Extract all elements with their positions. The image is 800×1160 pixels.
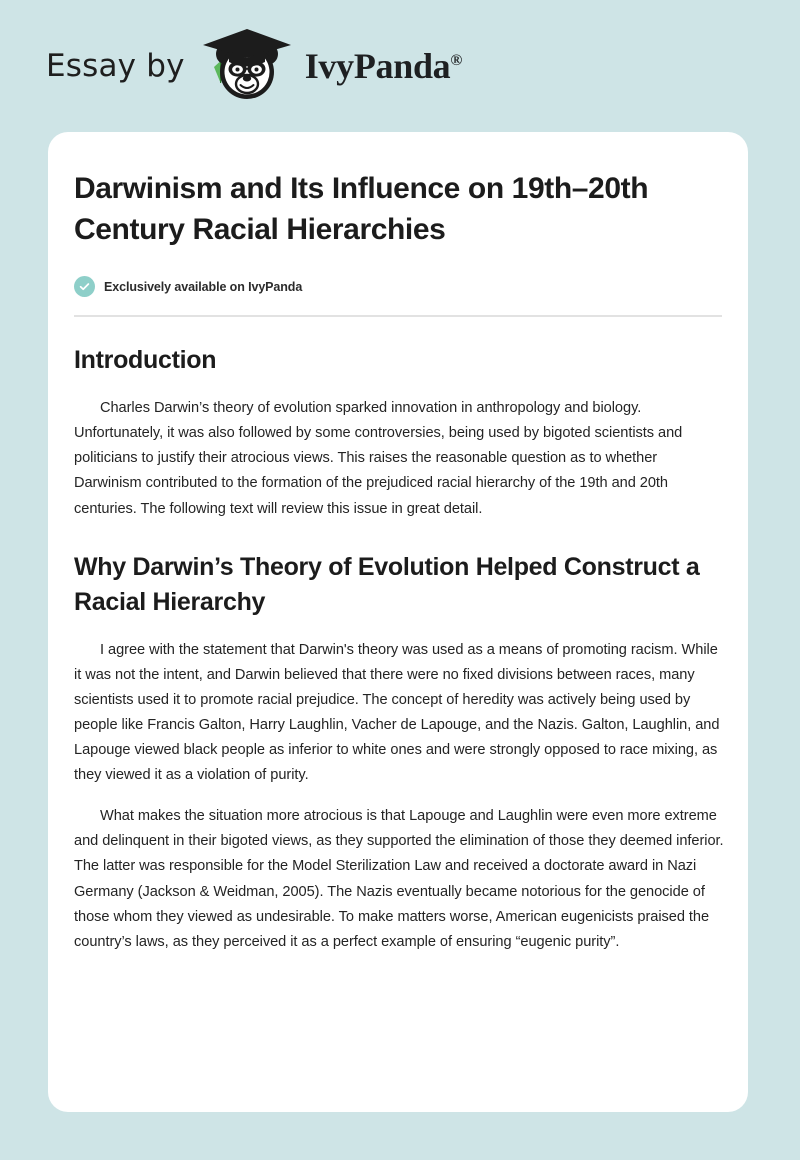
exclusive-availability-badge	[74, 276, 722, 297]
essay-paper-card	[48, 132, 748, 1112]
brand-header	[0, 0, 800, 132]
section-heading-why-darwins-theory: Why Darwin’s Theory of Evolution Helped Construct a Racial Hierarchy	[74, 552, 700, 616]
paragraph: Charles Darwin’s theory of evolution sparked innovation in anthropology and biology. Unfortunately, it was also followed by some controversies, being used by bigoted scientists and politicians to justify their atrocious views. This raises the reasonable question as to whether Darwinism contributed to the formation of the prejudiced racial hierarchy of the 19th and 20th centuries. The following text will review this issue in great detail.	[74, 400, 683, 517]
paragraph: What makes the situation more atrocious is that Lapouge and Laughlin were even more extreme and delinquent in their bigoted views, as they supported the elimination of those they deemed inferior. The latter was responsible for the Model Sterilization Law and received a doctorate award in Nazi Germany (Jackson & Weidman, 2005). The Nazis eventually became notorious for the genocide of those whom they viewed as undesirable. To make matters worse, American eugenicists praised the country’s laws, as they perceived it as a perfect example of ensuring “eugenic purity”.	[74, 808, 724, 950]
exclusive-badge-label: Exclusively available on IvyPanda	[104, 279, 303, 294]
brand-wordmark	[305, 48, 462, 84]
essay-content	[74, 132, 722, 955]
page-title: Darwinism and Its Influence on 19th–20th Century Racial Hierarchies	[74, 172, 649, 247]
registered-trademark-icon: ®	[450, 52, 463, 69]
ivypanda-logo[interactable]	[199, 27, 462, 105]
ivypanda-panda-logo-icon	[199, 27, 295, 105]
check-circle-icon	[74, 276, 95, 297]
brand-name-text: IvyPanda	[304, 46, 451, 86]
paragraph: I agree with the statement that Darwin's theory was used as a means of promoting racism. While it was not the intent, and Darwin believed that there were no fixed divisions between races, many scientists used it to promote racial prejudice. The concept of heredity was actively being used by people like Francis Galton, Harry Laughlin, Vacher de Lapouge, and the Nazis. Galton, Laughlin, and Lapouge viewed black people as inferior to white ones and were strongly opposed to race mixing, as they viewed it as a violation of purity.	[74, 641, 720, 784]
essay-by-label: Essay by	[46, 47, 185, 84]
section-heading-introduction: Introduction	[74, 346, 217, 375]
